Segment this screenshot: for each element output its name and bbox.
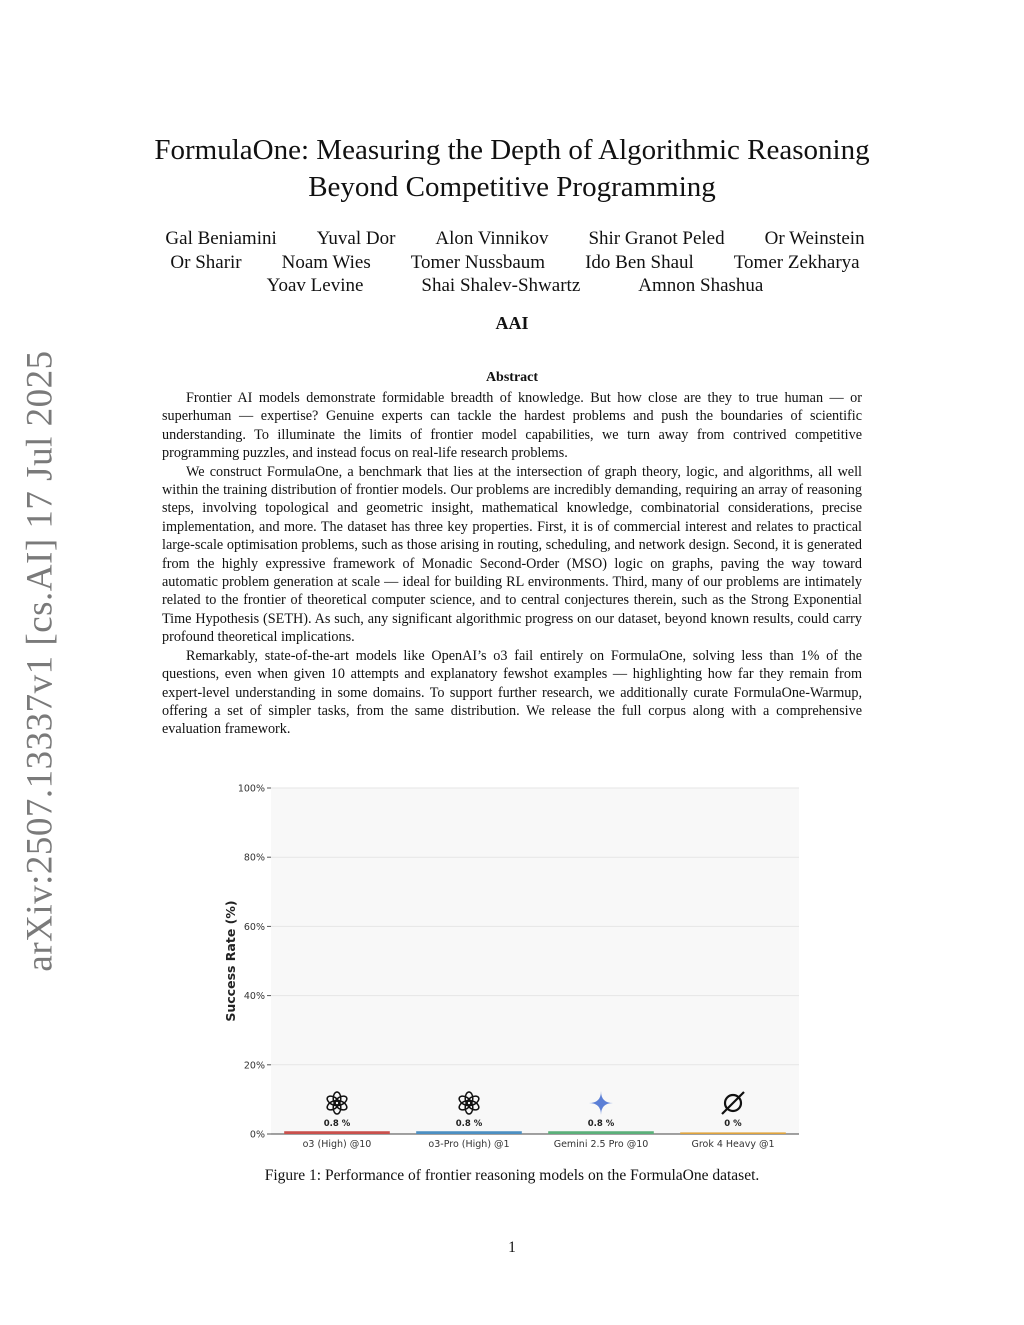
author: Shai Shalev-Shwartz [421,275,581,296]
bar [548,1131,654,1134]
success-rate-chart [215,780,805,1155]
paper-title [0,132,1024,206]
bar-value-label: 0.8 % [455,1119,483,1129]
bar [416,1131,522,1134]
author: Alon Vinnikov [435,228,549,249]
author: Yoav Levine [266,275,364,296]
author: Yuval Dor [316,228,396,249]
plot-area [271,788,799,1134]
author: Shir Granot Peled [588,228,725,249]
x-tick-label: o3 (High) @10 [302,1139,372,1150]
affiliation: AAI [495,313,529,333]
x-tick-label: Gemini 2.5 Pro @10 [553,1139,649,1150]
author-row [110,274,920,298]
title-line-1: FormulaOne: Measuring the Depth of Algorithmic Reasoning [154,134,870,166]
author-row [110,251,920,275]
author: Gal Beniamini [165,228,277,249]
arxiv-stamp-text: arXiv:2507.13337v1 [cs.AI] 17 Jul 2025 [19,349,61,972]
author: Ido Ben Shaul [585,251,694,273]
bar-value-label: 0.8 % [323,1119,351,1129]
abstract-body [162,389,862,739]
author: Or Weinstein [764,228,865,249]
title-line-2: Beyond Competitive Programming [308,171,716,203]
y-tick-label: 80% [243,852,265,864]
bar [284,1131,390,1134]
author: Noam Wies [281,251,371,273]
x-tick-label: o3-Pro (High) @1 [428,1139,510,1150]
page-number: 1 [508,1239,516,1256]
author-list [110,227,920,298]
author: Or Sharir [170,251,242,273]
bar [680,1132,786,1134]
y-tick-label: 20% [243,1060,265,1072]
abstract-paragraph: Frontier AI models demonstrate formidable breadth of knowledge. But how close are they to true human — or superhuman — expertise? Genuine experts can tackle the hardest problems and push the boundaries of scientific understanding. To illuminate the limits of frontier model capabilities, we turn away from contrived competitive programming puzzles, and instead focus on real-life research problems. [162,390,862,462]
bar-value-label: 0.8 % [587,1119,615,1129]
y-tick-label: 0% [249,1129,265,1141]
bar-value-label: 0 % [724,1119,742,1129]
abstract-paragraph: We construct FormulaOne, a benchmark that lies at the intersection of graph theory, logic, and algorithms, all well within the training distribution of frontier models. Our problems are incredibly demanding, requiring an array of reasoning steps, involving topological and geometric insight, mathematical knowledge, combinatorial considerations, precise implementation, and more. The dataset has three key properties. First, it is of commercial interest and relates to practical large-scale optimisation problems, such as those arising in routing, scheduling, and network design. Second, it is generated from the highly expressive framework of Monadic Second-Order (MSO) logic on graphs, paving the way toward automatic problem generation at scale — ideal for building RL environments. Third, many of our problems are intimately related to the frontier of theoretical computer science, and to central conjectures therein, such as the Strong Exponential Time Hypothesis (SETH). As such, any significant algorithmic progress on our dataset, beyond known results, could carry profound theoretical implications. [162,463,862,646]
y-tick-label: 60% [243,921,265,933]
chart-canvas [215,780,805,1155]
y-tick-label: 40% [243,991,265,1003]
y-axis-label: Success Rate (%) [223,900,238,1022]
figure-caption: Figure 1: Performance of frontier reasoning models on the FormulaOne dataset. [264,1167,760,1184]
x-tick-label: Grok 4 Heavy @1 [691,1139,775,1150]
author: Tomer Zekharya [733,251,860,273]
author: Tomer Nussbaum [410,251,546,273]
abstract-paragraph: Remarkably, state-of-the-art models like OpenAI’s o3 fail entirely on FormulaOne, solving less than 1% of the questions, even when given 10 attempts and explanatory fewshot examples — highlighting how far they remain from expert-level understanding in some domains. To support further research, we additionally curate FormulaOne-Warmup, offering a set of simpler tasks, from the same distribution. We release the full corpus along with a comprehensive evaluation framework. [162,647,862,738]
arxiv-stamp [12,349,68,972]
author-row [110,227,920,251]
y-tick-label: 100% [237,783,265,795]
abstract-heading: Abstract [485,370,539,385]
author: Amnon Shashua [638,275,764,296]
